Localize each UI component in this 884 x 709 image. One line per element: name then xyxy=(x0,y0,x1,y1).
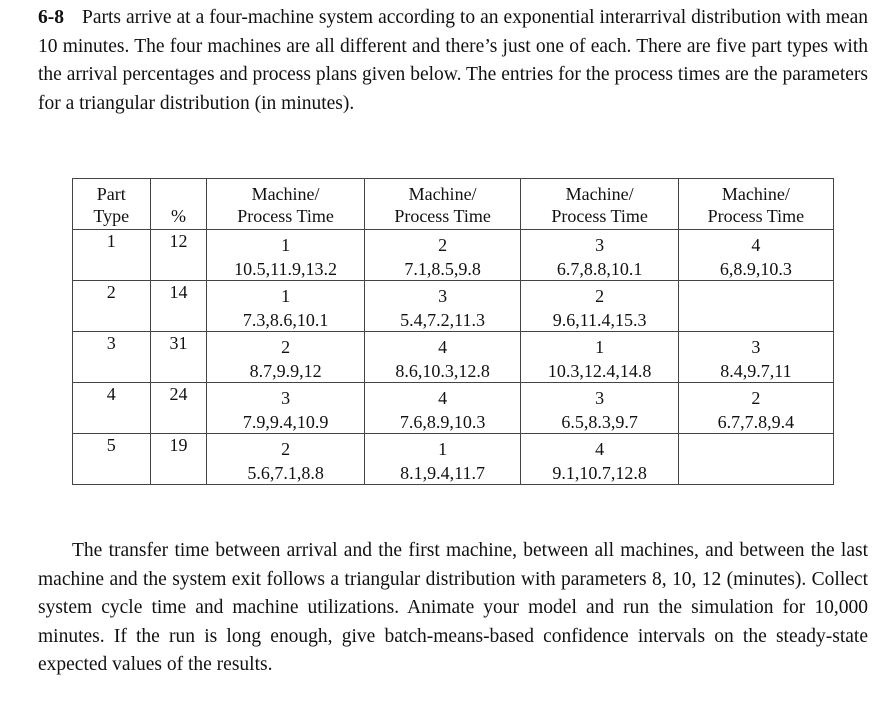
process-time-params: 6,8.9,10.3 xyxy=(719,259,792,279)
machine-number: 2 xyxy=(281,439,291,459)
part-type-cell: 2 xyxy=(73,281,151,332)
machine-number: 1 xyxy=(281,235,291,255)
process-time-params: 6.7,7.8,9.4 xyxy=(717,412,795,432)
process-time-params: 8.7,9.9,12 xyxy=(249,361,322,381)
machine-number: 1 xyxy=(438,439,448,459)
process-time-params: 8.6,10.3,12.8 xyxy=(395,361,490,381)
process-time-params: 6.5,8.3,9.7 xyxy=(561,412,638,432)
header-machine-line1: Machine/ xyxy=(721,184,790,204)
machine-number: 2 xyxy=(751,388,761,408)
part-type-cell: 4 xyxy=(73,383,151,434)
process-step-cell xyxy=(207,332,364,383)
process-step-cell xyxy=(207,230,364,281)
table-row xyxy=(73,281,834,332)
machine-number: 3 xyxy=(438,286,448,306)
machine-number: 4 xyxy=(438,337,448,357)
process-step-cell xyxy=(207,281,364,332)
machine-number: 2 xyxy=(438,235,448,255)
process-time-params: 7.9,9.4,10.9 xyxy=(242,412,329,432)
header-machine-2 xyxy=(364,179,521,230)
part-type-cell: 1 xyxy=(73,230,151,281)
problem-intro-paragraph xyxy=(38,4,868,118)
machine-number: 2 xyxy=(281,337,291,357)
machine-number: 3 xyxy=(595,388,605,408)
problem-closing-paragraph: The transfer time between arrival and the first machine, between all machines, and between the last machine and the system exit follows a triangular distribution with parameters 8, 10, 12 (minutes). Collect system cycle time and machine utilizations. Animate your model and run the simulation for 10,000 minutes. If the run is long enough, give batch-means-based confidence intervals on the steady-state expected values of the results. xyxy=(38,540,868,676)
machine-number: 4 xyxy=(751,235,761,255)
percent-cell: 31 xyxy=(150,332,207,383)
header-machine-line2: Process Time xyxy=(394,206,491,226)
process-step-cell xyxy=(678,332,833,383)
process-time-params: 9.1,10.7,12.8 xyxy=(552,463,647,483)
header-machine-1 xyxy=(207,179,364,230)
header-part-type xyxy=(73,179,151,230)
header-machine-line2: Process Time xyxy=(551,206,648,226)
machine-number: 3 xyxy=(751,337,761,357)
header-machine-line2: Process Time xyxy=(237,206,334,226)
table-row xyxy=(73,230,834,281)
table-row xyxy=(73,434,834,485)
process-time-params xyxy=(681,438,831,440)
process-time-params: 7.1,8.5,9.8 xyxy=(404,259,481,279)
percent-cell: 24 xyxy=(150,383,207,434)
header-part-type-line2: Type xyxy=(93,206,130,226)
table-row xyxy=(73,332,834,383)
process-time-params xyxy=(681,285,831,287)
process-step-cell xyxy=(678,383,833,434)
header-machine-line1: Machine/ xyxy=(408,184,477,204)
process-step-cell xyxy=(521,434,678,485)
problem-intro-text: Parts arrive at a four-machine system according to an exponential interarrival distribution with mean 10 minutes. The four machines are all different and there’s just one of each. There are five part types with the arrival percentages and process plans given below. The entries for the process times are the parameters for a triangular distribution (in minutes). xyxy=(38,7,868,114)
process-step-cell xyxy=(364,383,521,434)
process-step-cell xyxy=(364,230,521,281)
process-step-cell xyxy=(207,383,364,434)
percent-cell: 14 xyxy=(150,281,207,332)
process-time-params: 6.7,8.8,10.1 xyxy=(556,259,643,279)
header-machine-3 xyxy=(521,179,678,230)
process-step-cell xyxy=(364,281,521,332)
process-time-params: 5.6,7.1,8.8 xyxy=(247,463,324,483)
process-step-cell xyxy=(521,383,678,434)
header-machine-4 xyxy=(678,179,833,230)
header-machine-line2: Process Time xyxy=(707,206,805,226)
header-machine-line1: Machine/ xyxy=(251,184,320,204)
process-step-cell xyxy=(521,230,678,281)
process-step-cell xyxy=(364,434,521,485)
process-time-params: 5.4,7.2,11.3 xyxy=(400,310,485,330)
process-time-params: 7.6,8.9,10.3 xyxy=(399,412,486,432)
machine-number: 1 xyxy=(281,286,291,306)
process-time-params: 7.3,8.6,10.1 xyxy=(242,310,329,330)
machine-number: 1 xyxy=(595,337,605,357)
header-machine-line1: Machine/ xyxy=(565,184,634,204)
machine-number: 3 xyxy=(281,388,291,408)
process-time-params: 8.1,9.4,11.7 xyxy=(400,463,485,483)
table-row xyxy=(73,383,834,434)
process-step-cell xyxy=(521,332,678,383)
table-header-row xyxy=(73,179,834,230)
header-percent: % xyxy=(150,179,207,230)
part-type-cell: 5 xyxy=(73,434,151,485)
table-body xyxy=(73,230,834,485)
process-time-params: 10.5,11.9,13.2 xyxy=(234,259,337,279)
machine-number: 2 xyxy=(595,286,605,306)
process-step-cell xyxy=(678,281,833,332)
percent-cell: 12 xyxy=(150,230,207,281)
process-time-params: 9.6,11.4,15.3 xyxy=(552,310,647,330)
percent-cell: 19 xyxy=(150,434,207,485)
process-step-cell xyxy=(364,332,521,383)
machine-number: 4 xyxy=(595,439,605,459)
process-step-cell xyxy=(678,230,833,281)
machine-number: 3 xyxy=(595,235,605,255)
process-plan-table xyxy=(72,178,834,485)
process-step-cell xyxy=(678,434,833,485)
part-type-cell: 3 xyxy=(73,332,151,383)
process-time-params: 10.3,12.4,14.8 xyxy=(547,361,652,381)
problem-number: 6-8 xyxy=(38,7,64,28)
process-step-cell xyxy=(521,281,678,332)
header-part-type-line1: Part xyxy=(96,184,126,204)
process-time-params: 8.4,9.7,11 xyxy=(720,361,792,381)
machine-number: 4 xyxy=(438,388,448,408)
process-step-cell xyxy=(207,434,364,485)
